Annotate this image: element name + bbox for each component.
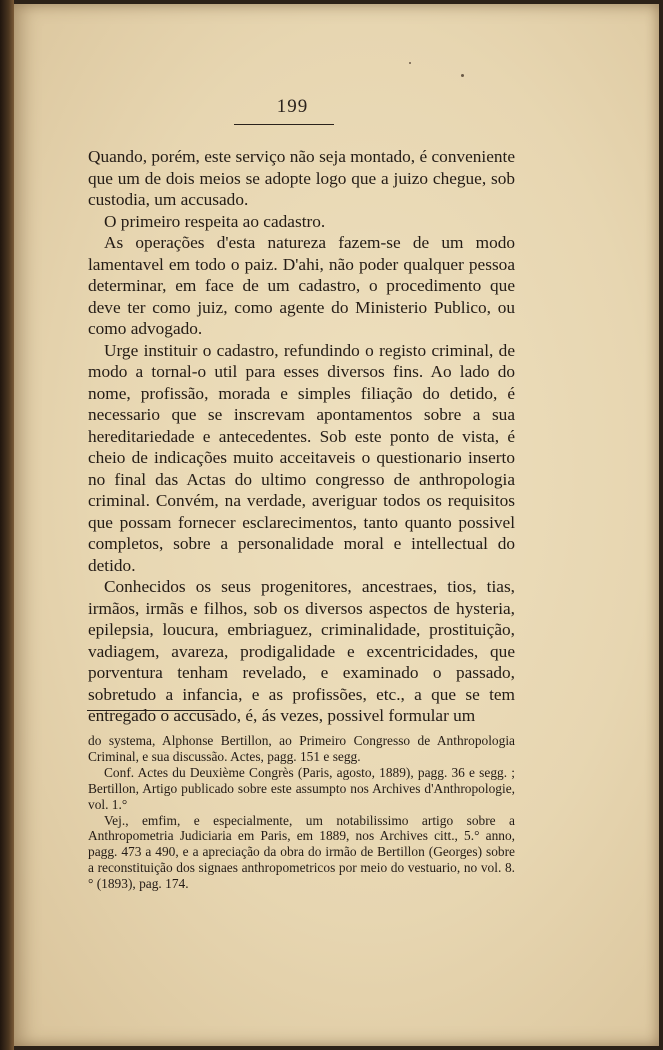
paper-spot bbox=[461, 74, 464, 77]
footnote: Conf. Actes du Deuxième Congrès (Paris, agosto, 1889), pagg. 36 e segg. ; Bertillon, Artigo publicado sobre este assumpto nos Archives d'Anthropologie, vol. 1.° bbox=[88, 764, 515, 812]
footnote: Vej., emfim, e especialmente, um notabilissimo artigo sobre a Anthropometria Judiciaria em Paris, em 1889, nos Archives citt., 5.° anno, pagg. 473 a 490, e a apreciação da obra do irmão de Bertillon (Georges) sobre a reconstituição dos signaes anthropometricos por meio do vestuario, no vol. 8.° (1893), pag. 174. bbox=[88, 812, 515, 892]
paragraph: As operações d'esta natureza fazem-se de um modo lamentavel em todo o paiz. D'ahi, não poder qualquer pessoa determinar, em face de um cadastro, o procedimento que deve ter como juiz, como agente do Ministerio Publico, ou como advogado. bbox=[88, 233, 515, 338]
paper-spot bbox=[409, 62, 411, 64]
body-text bbox=[88, 146, 515, 727]
footnotes bbox=[88, 733, 515, 892]
page-number: 199 bbox=[276, 96, 309, 117]
paragraph: Urge instituir o cadastro, refundindo o registo criminal, de modo a tornal-o util para esses diversos fins. Ao lado do nome, profissão, morada e simples filiação do detido, é necessario que se inscrevam apontamentos sobre a sua hereditariedade e antecedentes. Sob este ponto de vista, é cheio de indicações muito acceitaveis o questionario inserto no final das Actas do ultimo congresso de anthropologia criminal. Convém, na verdade, averiguar todos os requisitos que possam fornecer esclarecimentos, tanto quanto possivel completos, sobre a personalidade moral e intellectual do detido. bbox=[88, 340, 515, 575]
footnote-rule bbox=[87, 710, 215, 711]
paragraph: O primeiro respeita ao cadastro. bbox=[104, 211, 326, 231]
footnote: do systema, Alphonse Bertillon, ao Primeiro Congresso de Anthropologia Criminal, e sua discussão. Actes, pagg. 151 e segg. bbox=[88, 733, 515, 764]
book-binding bbox=[0, 0, 14, 1050]
page-number-rule bbox=[234, 124, 334, 125]
paragraph: Conhecidos os seus progenitores, ancestraes, tios, tias, irmãos, irmãs e filhos, sob os diversos aspectos de hysteria, epilepsia, loucura, embriaguez, criminalidade, prostituição, vadiagem, avareza, prodigalidade e excentricidades, que porventura tenham revelado, e examinado o passado, sobretudo a infancia, e as profissões, etc., a que se tem entregado o accusado, é, ás vezes, possivel formular um bbox=[88, 577, 515, 725]
paragraph: Quando, porém, este serviço não seja montado, é conveniente que um de dois meios se adopte logo que a juizo chegue, sob custodia, um accusado. bbox=[88, 147, 515, 209]
